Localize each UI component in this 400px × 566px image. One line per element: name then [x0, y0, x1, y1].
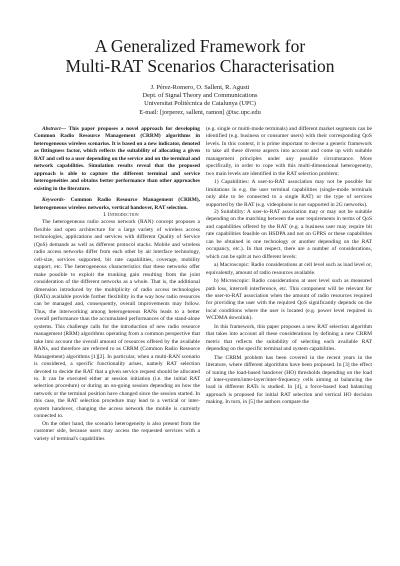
paragraph: 1) Capabilities: A user-to-RAT association may not be possible for limitations in e.g. the user terminal capabilities (single-mode terminals only able to be connected to a single RAT) or the type of services supported by the RAT (e.g. videophone is not supported in 2G networks).	[206, 179, 372, 208]
paragraph: On the other hand, the scenario heterogeneity is also present from the customer side, because users may access the requested services with a variety of terminal's capabilities	[34, 420, 200, 442]
author-block	[0, 84, 400, 117]
university: Universitat Politècnica de Catalunya (UPC)	[144, 100, 256, 108]
author-email: E-mail: [jorperez, sallent, ramon] @tsc.upc.edu	[139, 108, 261, 116]
paragraph: (e.g. single or multi-mode terminals) and different market segments can be identified (e.g. business or consumer users) with their corresponding QoS levels. In this context, it is prime important to devise a generic framework to take all these diverse aspects into account and come up with suitable management principles under any possible circumstance. More specifically, in order to cope with this multi-dimensional heterogeneity, two main levels are identified in the RAT selection problem:	[206, 126, 372, 177]
paragraph: The heterogeneous radio access network (RAN) concept proposes a flexible and open architecture for a large variety of wireless access technologies, applications and services with different Quality of Service (QoS) demands as well as different protocol stacks. Mobile and wireless radio access networks differ from each other by air interface technology, cell-size, services supported, bit rate capabilities, coverage, mobility support, etc. The heterogeneous characteristics that these networks offer make possible to exploit the trunking gain resulting from the joint consideration of the different networks as a whole. That is, the additional dimension introduced by the multiplicity of radio access technologies (RATs) available provide further flexibility in the way how radio resources can be managed and, consequently, overall improvements may follow. Thus, the interworking among heterogeneous RANs leads to a better overall performance than the accumulated performances of the stand-alone systems. This challenge calls for the introduction of new radio resource management (RRM) algorithms operating from a common perspective that take into account the overall amount of resources offered by the available RANs, and therefore are referred to as CRRM (Common Radio Resource Management) algorithms [1][2]. In particular, when a multi-RAN scenario is considered, a specific functionality arises, namely RAT selection devoted to decide the RAT that a given service request should be allocated to. It can be executed either at session initiation (i.e. the initial RAT selection procedure) or during an on-going session depending on how the network or the terminal position have changed since the session started. In this case, the RAT selection procedure may lead to a vertical or inter-system handover, changing the access network the mobile is currently connected to.	[34, 219, 200, 420]
paragraph: The CRRM problem has been covered in the recent years in the literature, where different algorithms have been proposed. In [3] the effect of tuning the load-based handover (HO) thresholds depending on the load of inter-system/inter-layer/inter-frequency cells aiming at balancing the load in different RATs is studied. In [4], a force-based load balancing approach is proposed for initial RAT selection and vertical HO decision making. In turn, in [5] the authors compare the	[206, 354, 372, 406]
right-column	[206, 126, 372, 407]
section-heading-introduction: I. Introduction	[103, 211, 139, 218]
keywords-label: Keywords	[42, 197, 64, 204]
abstract	[34, 126, 200, 193]
paragraph: a) Macroscopic: Radio considerations at cell level such as load level or, equivalently, amount of radio resources available.	[206, 262, 372, 276]
paragraph: b) Microscopic: Radio considerations at user level such as measured path loss, intercell interference, etc. This component will be relevant for the user-to-RAT association when the amount of radio resources required for providing the user with the required QoS significantly depends on the local conditions where the user is located (e.g. power level required in WCDMA downlink).	[206, 278, 372, 322]
paragraph: In this framework, this paper proposes a new RAT selection algorithm that takes into account all these considerations by defining a new CRRM metric that reflects the suitability of selecting each available RAT depending on the specific terminal and system capabilities.	[206, 323, 372, 353]
left-column	[34, 126, 200, 443]
keywords	[34, 197, 200, 212]
paper-title	[0, 36, 400, 76]
author-names: J. Pérez-Romero, O. Sallent, R. Agusti	[150, 84, 250, 91]
abstract-label: Abstract	[42, 126, 61, 132]
title-line-1: A Generalized Framework for	[94, 36, 306, 56]
department: Dept. of Signal Theory and Communications	[142, 92, 258, 100]
title-line-2: Multi-RAT Scenarios Characterisation	[65, 56, 335, 76]
paragraph: 2) Suitability: A user-to-RAT association may or may not be suitable depending on the matching between the user requirements in terms of QoS and capabilities offered by the RAT (e.g. a business user may require bit rate capabilities feasible on HSDPA and not on GPRS or these capabilities can be obtained in one technology or another depending on the RAT occupancy, etc.). In that respect, there are a number of considerations, which can be split at two different levels:	[206, 208, 372, 260]
abstract-text: — This paper proposes a novel approach for developing Common Radio Resource Management (CRRM) algorithms in heterogeneous wireless scenarios. It is based on a new indicator, denoted as fittingness factor, which reflects the suitability of allocating a given RAT and cell to a user depending on the service and on the terminal and network capabilities. Simulation results reveal that the proposed approach is able to capture the different terminal and service heterogeneities and obtains better performance than other approaches existing in the literature.	[34, 126, 200, 192]
keywords-text: - Common Radio Resource Management (CRRM), heterogeneous wireless networks, vertical handover, RAT selection.	[34, 197, 200, 211]
